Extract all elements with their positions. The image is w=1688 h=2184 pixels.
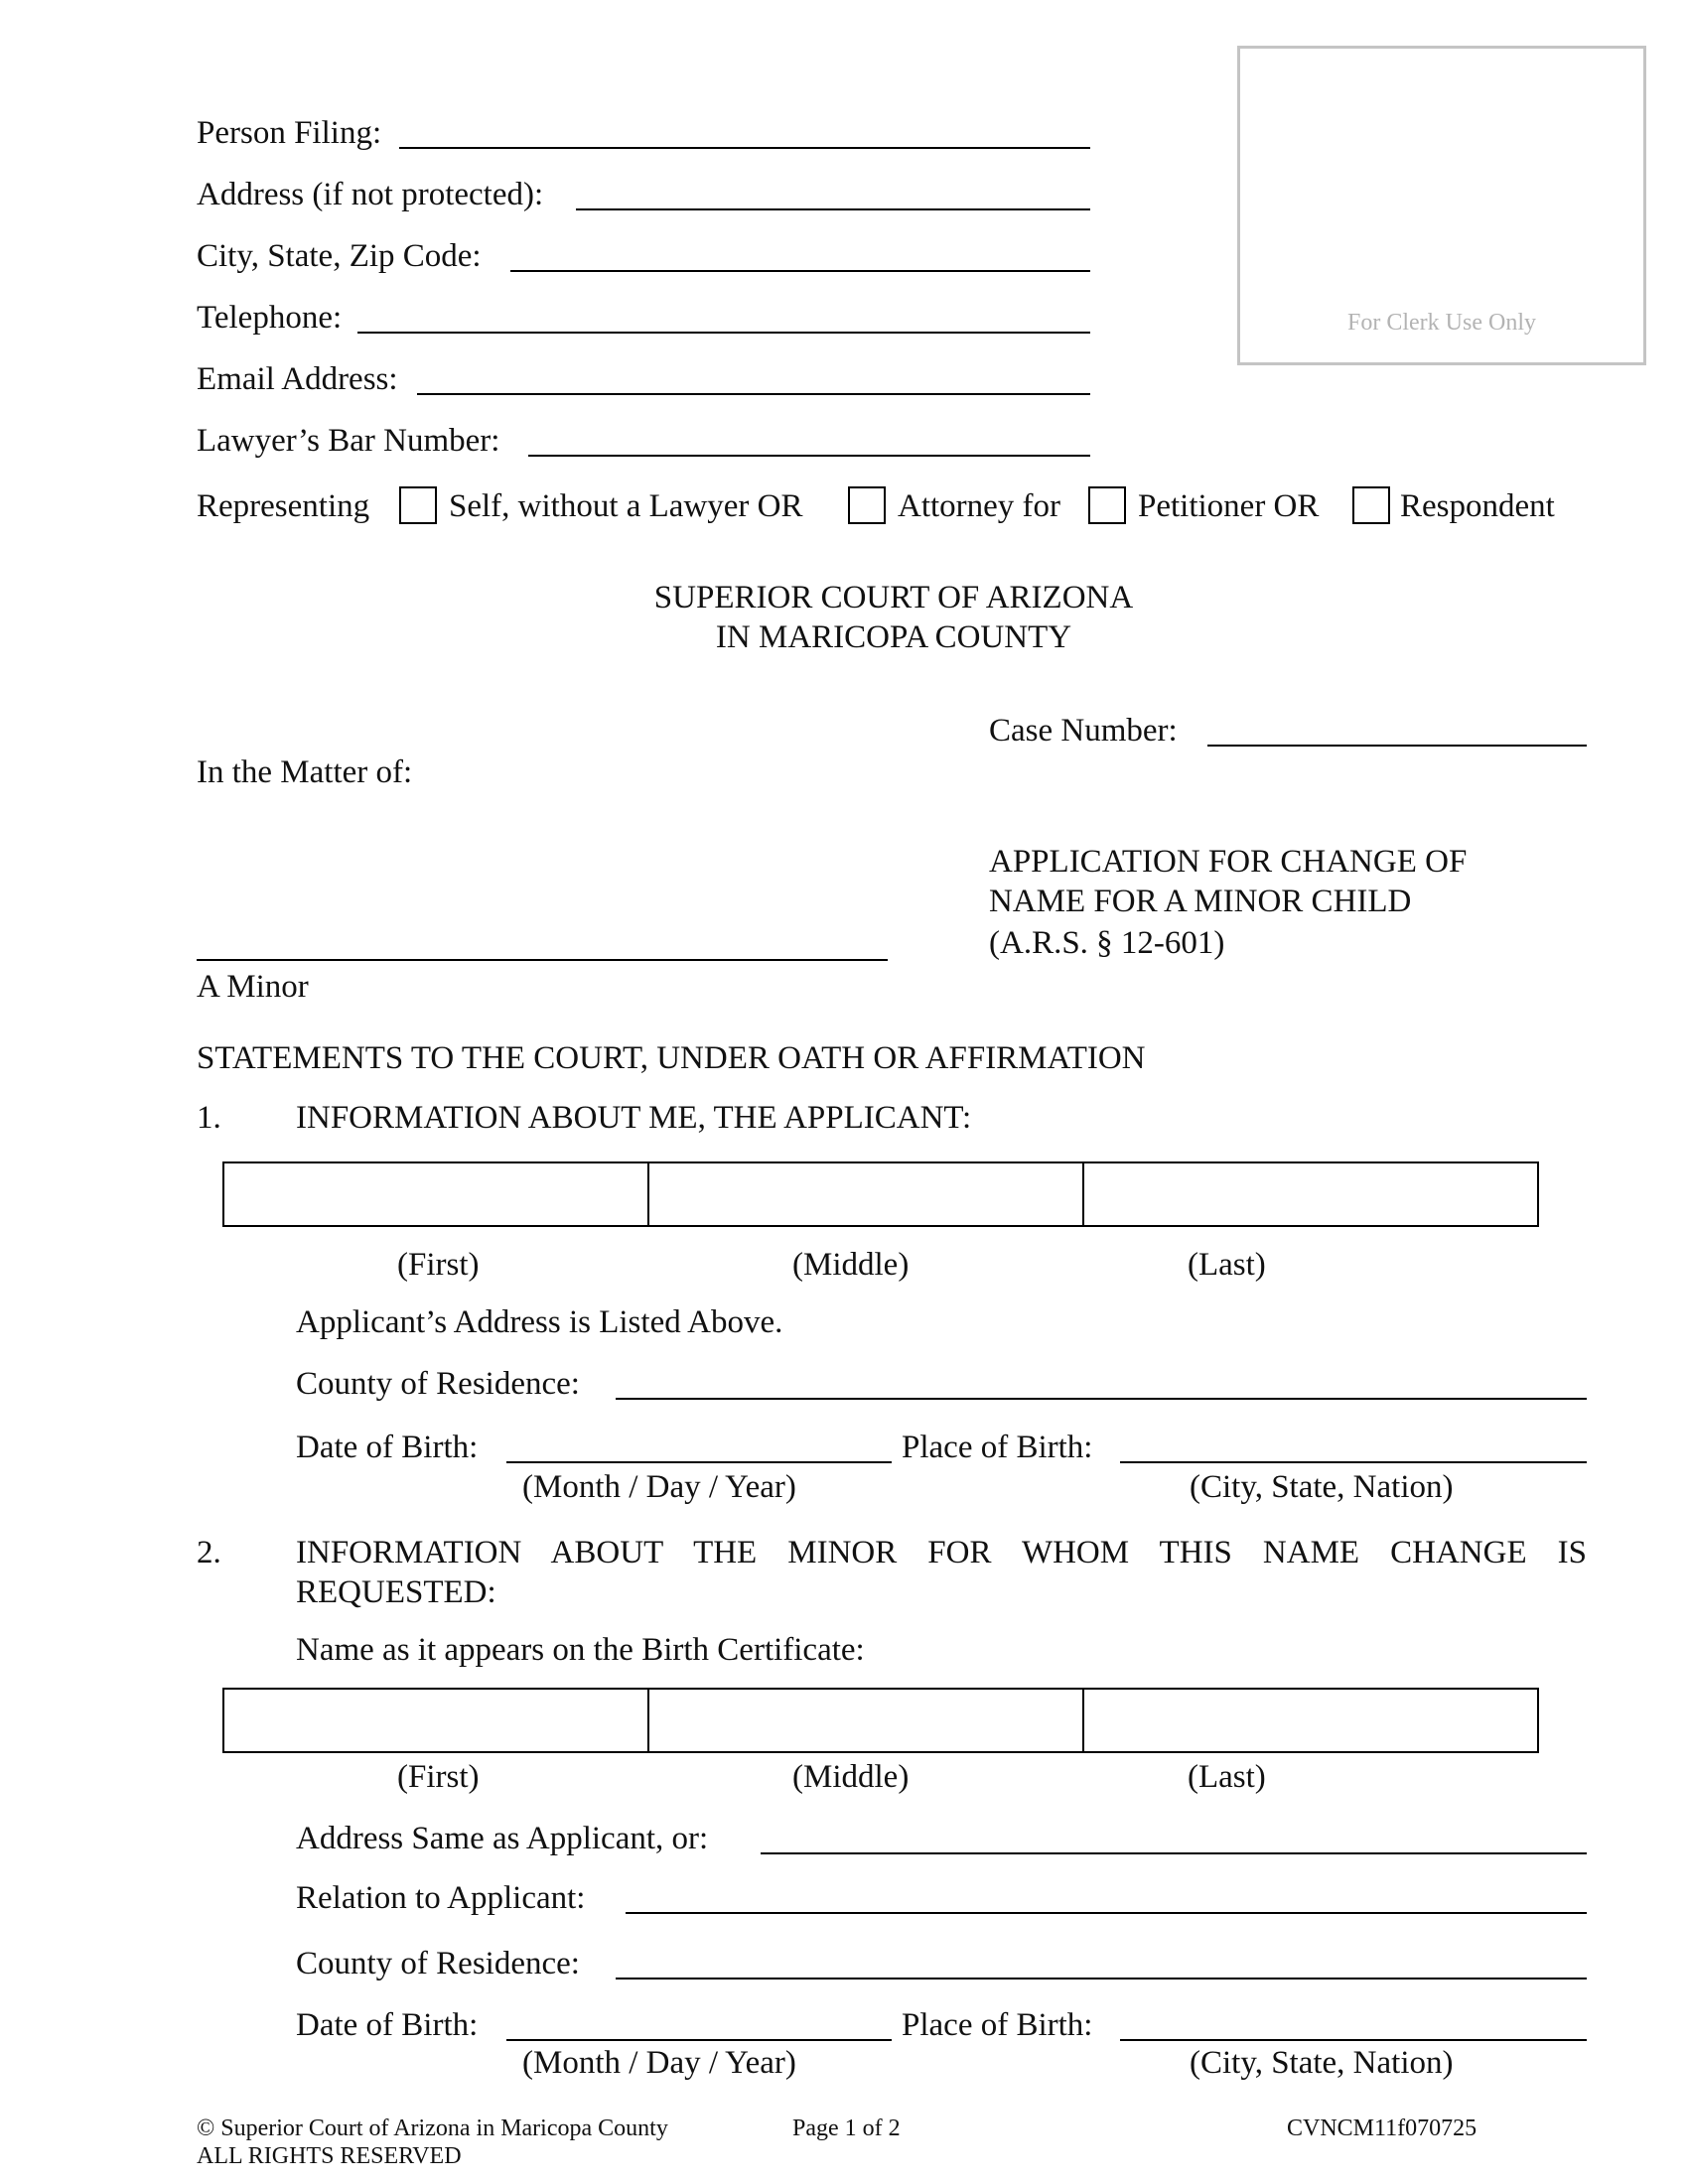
applicant-name-box [222,1161,1539,1227]
respondent-option-label: Respondent [1400,488,1555,524]
minor-name-field[interactable] [197,959,888,961]
minor-middle-caption: (Middle) [792,1759,910,1795]
case-number-label: Case Number: [989,713,1178,749]
applicant-pob-hint: (City, State, Nation) [1190,1469,1454,1505]
petitioner-option-label: Petitioner OR [1138,488,1320,524]
respondent-checkbox[interactable] [1352,486,1390,524]
attorney-checkbox[interactable] [848,486,886,524]
applicant-first-caption: (First) [397,1247,480,1283]
clerk-use-box [1237,46,1646,365]
section2-heading-line1: INFORMATION ABOUT THE MINOR FOR WHOM THIS NAME CHANGE IS [296,1535,1587,1570]
bar-number-field[interactable] [528,455,1090,457]
in-matter-of-label: In the Matter of: [197,754,413,790]
minor-dob-field[interactable] [506,2039,892,2041]
form-title-line1: APPLICATION FOR CHANGE OF [989,844,1468,880]
minor-first-name-cell[interactable] [224,1690,647,1751]
applicant-last-caption: (Last) [1188,1247,1266,1283]
minor-middle-name-cell[interactable] [647,1690,1082,1751]
minor-address-field[interactable] [761,1852,1587,1854]
section1-heading: INFORMATION ABOUT ME, THE APPLICANT: [296,1100,972,1136]
applicant-dob-label: Date of Birth: [296,1430,479,1465]
minor-county-label: County of Residence: [296,1946,580,1981]
attorney-option-label: Attorney for [898,488,1061,524]
person-filing-label: Person Filing: [197,115,382,151]
applicant-address-note: Applicant’s Address is Listed Above. [296,1304,783,1340]
applicant-county-label: County of Residence: [296,1366,580,1402]
petitioner-checkbox[interactable] [1088,486,1126,524]
email-label: Email Address: [197,361,398,397]
minor-dob-label: Date of Birth: [296,2007,479,2043]
self-checkbox[interactable] [399,486,437,524]
form-title-line2: NAME FOR A MINOR CHILD [989,884,1412,919]
address-label: Address (if not protected): [197,177,544,212]
person-filing-field[interactable] [399,147,1090,149]
footer-form-code: CVNCM11f070725 [1287,2116,1477,2141]
minor-relation-label: Relation to Applicant: [296,1880,586,1916]
footer-page-number: Page 1 of 2 [792,2116,901,2141]
minor-county-field[interactable] [616,1978,1587,1979]
court-name-line1: SUPERIOR COURT OF ARIZONA [653,580,1134,615]
statements-heading: STATEMENTS TO THE COURT, UNDER OATH OR AFFIRMATION [197,1040,1146,1076]
applicant-middle-name-cell[interactable] [647,1163,1082,1225]
applicant-last-name-cell[interactable] [1082,1163,1537,1225]
form-title-line3: (A.R.S. § 12-601) [989,925,1225,961]
case-number-field[interactable] [1207,745,1587,747]
representing-label: Representing [197,488,370,524]
minor-name-box [222,1688,1539,1753]
section1-number: 1. [197,1100,221,1136]
section2-heading-line2: REQUESTED: [296,1574,496,1610]
footer-copyright: © Superior Court of Arizona in Maricopa County [197,2116,668,2141]
minor-address-label: Address Same as Applicant, or: [296,1821,709,1856]
minor-dob-hint: (Month / Day / Year) [522,2045,796,2081]
minor-last-name-cell[interactable] [1082,1690,1537,1751]
address-field[interactable] [576,208,1090,210]
applicant-first-name-cell[interactable] [224,1163,647,1225]
minor-pob-hint: (City, State, Nation) [1190,2045,1454,2081]
email-field[interactable] [417,393,1090,395]
applicant-pob-label: Place of Birth: [902,1430,1093,1465]
telephone-field[interactable] [357,332,1090,334]
minor-pob-field[interactable] [1120,2039,1587,2041]
court-name-line2: IN MARICOPA COUNTY [715,619,1072,655]
applicant-county-field[interactable] [616,1398,1587,1400]
applicant-dob-field[interactable] [506,1461,892,1463]
city-state-zip-field[interactable] [510,270,1090,272]
minor-first-caption: (First) [397,1759,480,1795]
applicant-middle-caption: (Middle) [792,1247,910,1283]
bar-number-label: Lawyer’s Bar Number: [197,423,500,459]
applicant-pob-field[interactable] [1120,1461,1587,1463]
city-state-zip-label: City, State, Zip Code: [197,238,482,274]
applicant-dob-hint: (Month / Day / Year) [522,1469,796,1505]
birth-certificate-label: Name as it appears on the Birth Certificate: [296,1632,865,1668]
minor-last-caption: (Last) [1188,1759,1266,1795]
minor-pob-label: Place of Birth: [902,2007,1093,2043]
minor-relation-field[interactable] [626,1912,1587,1914]
clerk-use-label: For Clerk Use Only [1347,310,1536,336]
section2-number: 2. [197,1535,221,1570]
a-minor-label: A Minor [197,969,309,1005]
telephone-label: Telephone: [197,300,343,336]
footer-rights: ALL RIGHTS RESERVED [197,2143,462,2169]
self-option-label: Self, without a Lawyer OR [449,488,803,524]
